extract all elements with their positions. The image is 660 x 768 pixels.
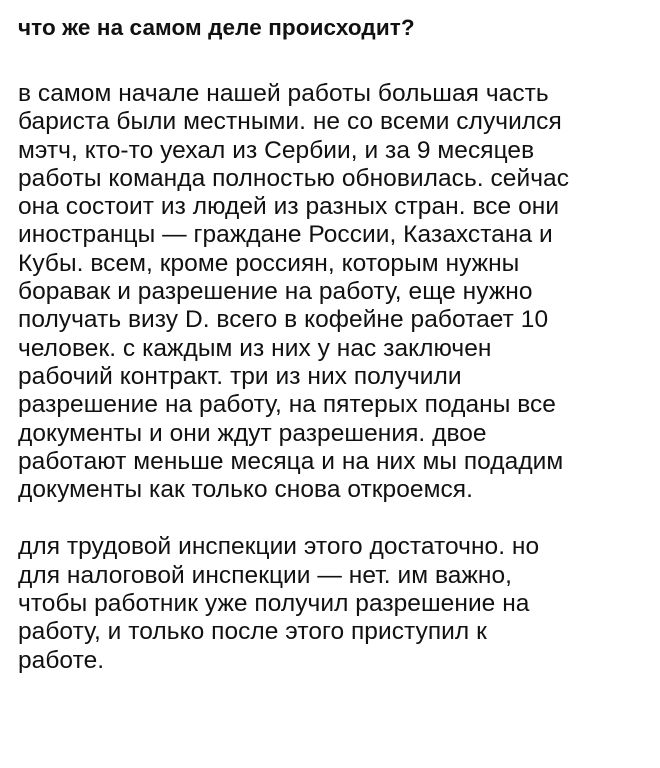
text-line: чтобы работник уже получил разрешение на [18,590,530,618]
text-line: для налоговой инспекции — нет. им важно, [18,561,513,589]
text-line: иностранцы — граждане России, Казахстана и [18,221,553,249]
post-title: что же на самом деле происходит? [18,15,415,40]
text-line: в самом начале нашей работы большая часть [18,80,549,107]
text-line: разрешение на работу, на пятерых поданы все [18,391,556,419]
paragraph-2 [18,533,648,674]
text-line: документы и они ждут разрешения. двое [18,419,487,447]
text-line: работы команда полностью обновилась. сейчас [18,164,569,192]
post-body [18,12,648,675]
text-line: документы как только снова откроемся. [18,476,473,504]
text-line: боравак и разрешение на работу, еще нужно [18,278,533,306]
text-line: работе. [18,646,105,674]
text-line: она состоит из людей из разных стран. все они [18,193,560,221]
text-line: мэтч, кто-то уехал из Сербии, и за 9 месяцев [18,136,535,164]
text-line: человек. с каждым из них у нас заключен [18,334,492,362]
text-line: получать визу D. всего в кофейне работает 10 [18,306,549,334]
text-line: работу, и только после этого приступил к [18,618,487,646]
text-line: рабочий контракт. три из них получили [18,362,462,390]
text-line: для трудовой инспекции этого достаточно. но [18,533,540,561]
text-line: Кубы. всем, кроме россиян, которым нужны [18,249,520,277]
text-line: работают меньше месяца и на них мы подадим [18,447,564,475]
paragraph-1 [18,80,648,504]
text-line: бариста были местными. не со всеми случился [18,108,562,136]
